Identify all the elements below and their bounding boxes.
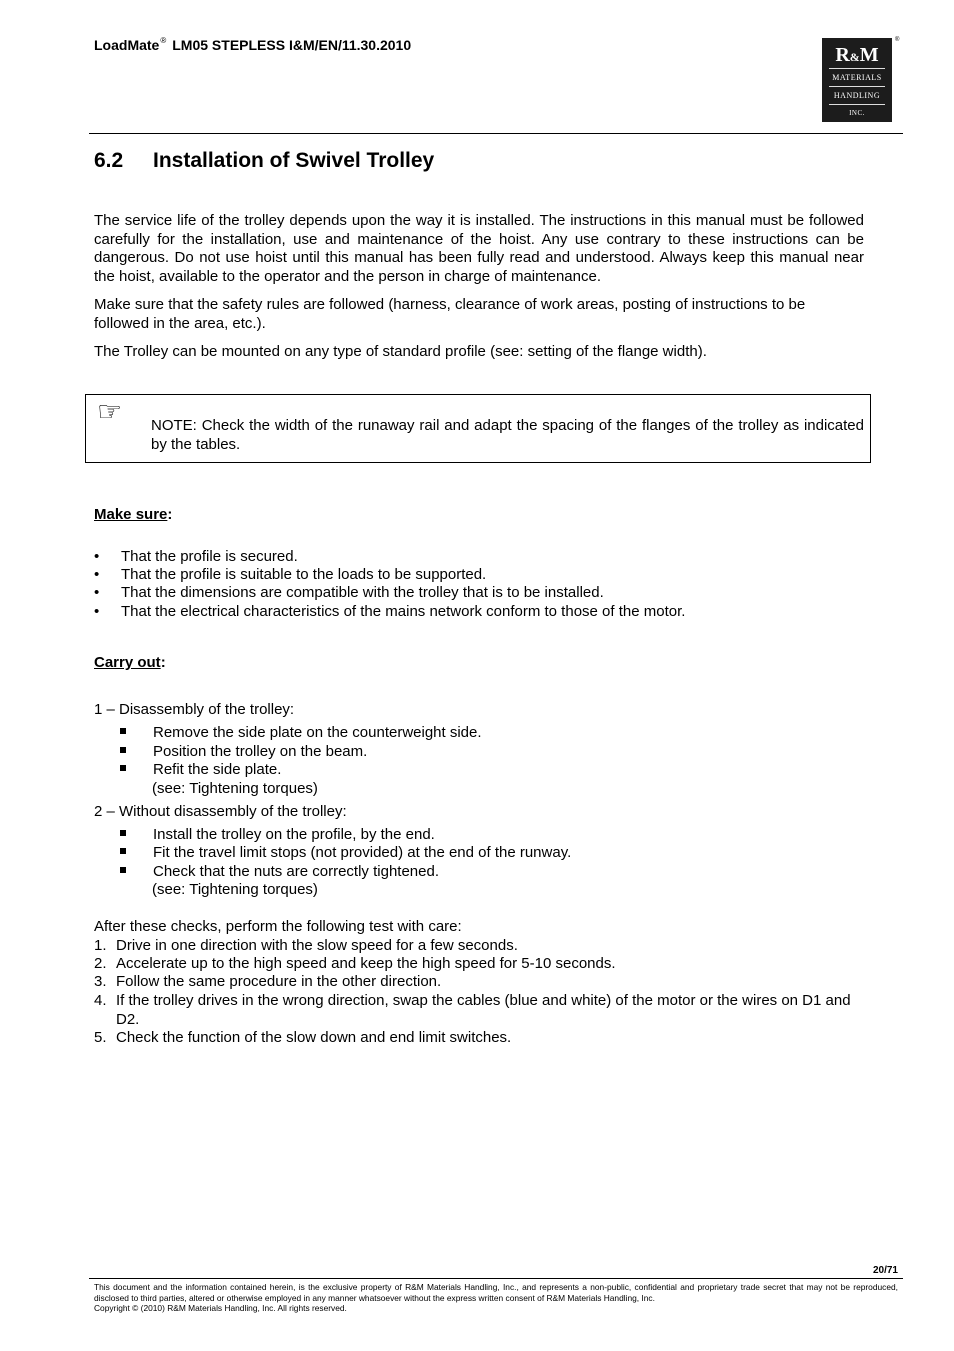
header-divider [89,133,903,134]
test-step: 2. Accelerate up to the high speed and keep the high speed for 5-10 seconds. [94,955,616,972]
list-item: • That the dimensions are compatible with the trolley that is to be installed. [94,584,604,601]
logo-line-inc: INC. [849,109,865,117]
square-bullet-icon [120,765,126,771]
intro-paragraph: The service life of the trolley depends upon the way it is installed. The instructions in this manual must be followed carefully for the installation, use and maintenance of the hoist. Any use contrary to these instructions can be dangerous. Do not use hoist until this manual has been fully read and understood. Always keep this manual near the hoist, available to the operator and the person in charge of maintenance. [94,212,864,285]
list-item: Check that the nuts are correctly tightened. [120,863,439,882]
safety-paragraph: Make sure that the safety rules are followed (harness, clearance of work areas, posting of instructions to be followed in the area, etc.). [94,296,806,332]
bullet-icon: • [94,603,100,620]
document-header [94,36,411,53]
test-step: 1. Drive in one direction with the slow speed for a few seconds. [94,937,518,954]
section-number: 6.2 [94,149,124,172]
carry-out-heading: Carry out: [94,654,166,671]
company-logo [822,38,892,122]
note-box [85,394,871,463]
logo-line-handling: HANDLING [833,91,881,100]
list-item: Remove the side plate on the counterweight side. [120,724,482,743]
bullet-icon: • [94,548,100,565]
list-item: Install the trolley on the profile, by the end. [120,826,435,845]
bullet-icon: • [94,584,100,601]
copyright: Copyright © (2010) R&M Materials Handling, Inc. All rights reserved. [94,1303,347,1313]
footer-legal [94,1282,898,1314]
list-item: Fit the travel limit stops (not provided) at the end of the runway. [120,844,571,863]
section-title-text: Installation of Swivel Trolley [153,149,435,172]
bullet-icon: • [94,566,100,583]
logo-registered-mark: ® [895,37,900,43]
logo-line-materials: MATERIALS [832,73,882,82]
legal-notice: This document and the information contained herein, is the exclusive property of R&M Materials Handling, Inc., and represents a non-public, confidential and proprietary trade secret that may not be reproduced, disclosed to third parties, altered or otherwise employed in any manner whatsoever without the express written consent of R&M Materials Handling, Inc. [94,1282,898,1303]
pointing-hand-icon: ☞ [97,395,123,428]
step-1-title: 1 – Disassembly of the trolley: [94,701,295,718]
document-code: LM05 STEPLESS I&M/EN/11.30.2010 [172,37,412,53]
product-name: LoadMate [94,37,160,53]
profile-paragraph: The Trolley can be mounted on any type of standard profile (see: setting of the flange width). [94,343,707,360]
square-bullet-icon [120,848,126,854]
page-number: 20/71 [872,1265,898,1276]
make-sure-heading: Make sure: [94,506,173,523]
section-title [94,149,434,173]
list-item: • That the profile is secured. [94,548,298,565]
registered-mark: ® [160,36,167,45]
footer-divider [89,1278,903,1279]
square-bullet-icon [120,728,126,734]
test-intro: After these checks, perform the following test with care: [94,918,462,935]
step-2-title: 2 – Without disassembly of the trolley: [94,803,347,820]
note-text: NOTE: Check the width of the runaway rail and adapt the spacing of the flanges of the trolley as indicated by the tables. [151,417,864,453]
test-step: 3. Follow the same procedure in the other direction. [94,973,442,990]
square-bullet-icon [120,830,126,836]
list-item: Position the trolley on the beam. [120,743,367,762]
test-step: 4. If the trolley drives in the wrong direction, swap the cables (blue and white) of the motor or the wires on D1 and D2. [94,992,851,1028]
square-bullet-icon [120,867,126,873]
step-1-reference: (see: Tightening torques) [152,780,318,797]
test-step: 5. Check the function of the slow down and end limit switches. [94,1029,512,1046]
list-item: • That the profile is suitable to the loads to be supported. [94,566,487,583]
list-item: Refit the side plate. [120,761,281,780]
list-item: • That the electrical characteristics of the mains network conform to those of the motor. [94,603,686,620]
step-2-reference: (see: Tightening torques) [152,881,318,898]
square-bullet-icon [120,747,126,753]
logo-brand: R&M [835,44,879,66]
